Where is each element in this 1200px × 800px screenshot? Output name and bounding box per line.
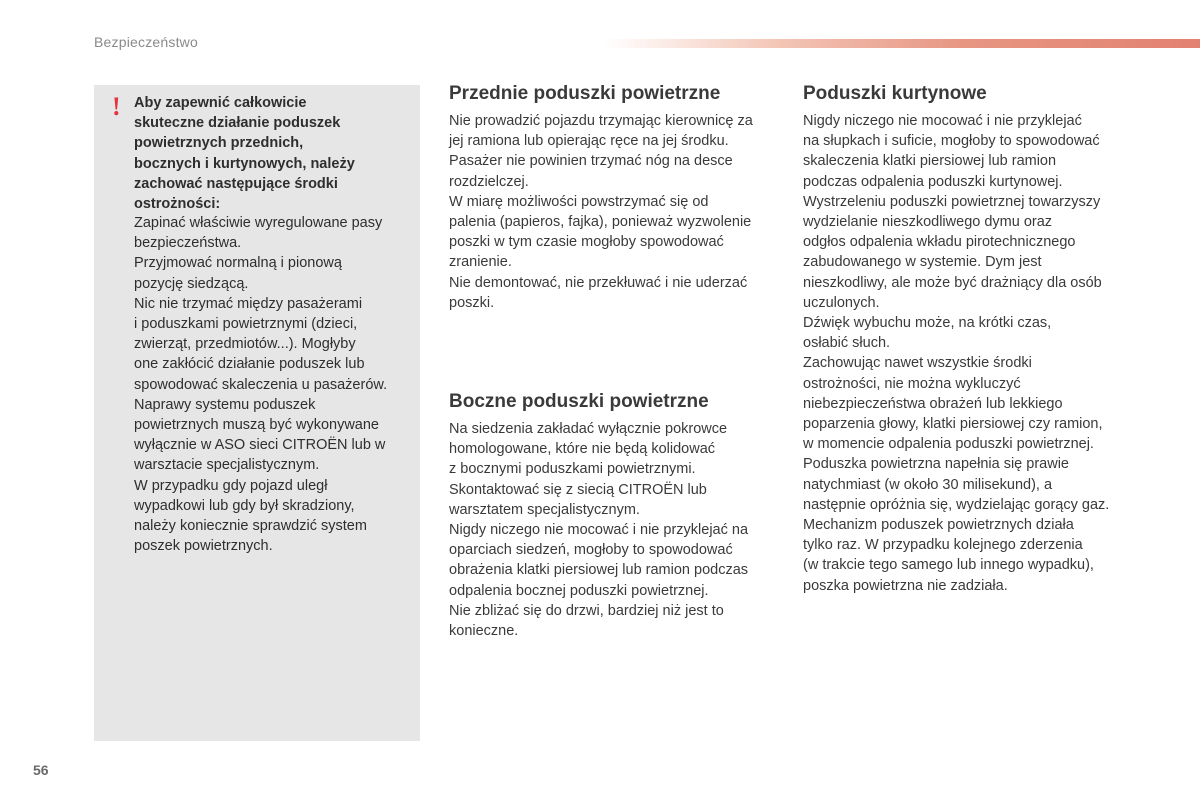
warning-paragraph: W przypadku gdy pojazd uległ wypadkowi lub gdy był skradziony, należy koniecznie sprawdzić system poszek powietrznych. — [134, 477, 367, 555]
side-airbags-paragraph: Skontaktować się z siecią CITROËN lub warsztatem specjalistycznym. — [449, 481, 707, 518]
side-airbags-body — [449, 419, 784, 641]
side-airbags-title: Boczne poduszki powietrzne — [449, 391, 709, 412]
front-airbags-body — [449, 111, 784, 313]
warning-paragraph: Zapinać właściwie wyregulowane pasy bezpieczeństwa. — [134, 215, 383, 252]
curtain-airbags-paragraph: Dźwięk wybuchu może, na krótki czas, osłabić słuch. — [803, 315, 1052, 352]
warning-heading: Aby zapewnić całkowicie skuteczne działanie poduszek powietrznych przednich, bocznych i kurtynowych, należy zachować następujące środki ostrożności: — [134, 95, 355, 213]
page-header-title: Bezpieczeństwo — [94, 34, 198, 50]
curtain-airbags-paragraph: Nigdy niczego nie mocować i nie przyklejać na słupkach i suficie, mogłoby to spowodować skaleczenia klatki piersiowej lub ramion podczas odpalenia poduszki kurtynowej. — [803, 113, 1100, 190]
page-number: 56 — [33, 762, 49, 778]
front-airbags-paragraph: W miarę możliwości powstrzymać się od palenia (papieros, fajka), ponieważ wyzwolenie poszki w tym czasie mogłoby spowodować zranienie. — [449, 193, 752, 271]
front-airbags-paragraph: Pasażer nie powinien trzymać nóg na desce rozdzielczej. — [449, 153, 733, 190]
warning-paragraph: Nic nie trzymać między pasażerami i poduszkami powietrznymi (dzieci, zwierząt, przedmiotów...). Mogłyby one zakłócić działanie poduszek lub spowodować skaleczenia u pasażerów. — [134, 295, 388, 393]
curtain-airbags-paragraph: Mechanizm poduszek powietrznych działa tylko raz. W przypadku kolejnego zderzenia (w trakcie tego samego lub innego wypadku), poszka powietrzna nie zadziała. — [803, 517, 1094, 594]
front-airbags-paragraph: Nie prowadzić pojazdu trzymając kierownicę za jej ramiona lub opierając ręce na jej środku. — [449, 113, 753, 150]
front-airbags-paragraph: Nie demontować, nie przekłuwać i nie uderzać poszki. — [449, 274, 748, 311]
warning-exclamation-icon: ! — [112, 92, 121, 121]
warning-body — [134, 213, 409, 556]
side-airbags-paragraph: Nigdy niczego nie mocować i nie przyklejać na oparciach siedzeń, mogłoby to spowodować obrażenia klatki piersiowej lub ramion podczas odpalenia bocznej poduszki powietrznej. — [449, 522, 749, 599]
curtain-airbags-paragraph: Zachowując nawet wszystkie środki ostrożności, nie można wykluczyć niebezpieczeństwa obrażeń lub lekkiego poparzenia głowy, klatki piersiowej czy ramion, w momencie odpalenia poduszki powietrznej. — [803, 355, 1103, 453]
curtain-airbags-paragraph: Wystrzeleniu poduszki powietrznej towarzyszy wydzielanie nieszkodliwego dymu oraz odgłos odpalenia wkładu pirotechnicznego zabudowanego w systemie. Dym jest nieszkodliwy, ale może być drażniący dla osób uczulonych. — [803, 193, 1102, 311]
header-accent-bar — [604, 39, 1200, 48]
side-airbags-paragraph: Nie zbliżać się do drzwi, bardziej niż jest to konieczne. — [449, 602, 724, 640]
front-airbags-title: Przednie poduszki powietrzne — [449, 83, 721, 104]
warning-paragraph: Przyjmować normalną i pionową pozycję siedzącą. — [134, 255, 342, 292]
curtain-airbags-body — [803, 111, 1153, 596]
side-airbags-paragraph: Na siedzenia zakładać wyłącznie pokrowce homologowane, które nie będą kolidować z bocznymi poduszkami powietrznymi. — [449, 421, 728, 478]
curtain-airbags-paragraph: Poduszka powietrzna napełnia się prawie natychmiast (w około 30 milisekund), a następnie opróżnia się, wydzielając gorący gaz. — [803, 456, 1110, 513]
warning-paragraph: Naprawy systemu poduszek powietrznych muszą być wykonywane wyłącznie w ASO sieci CITROËN lub w warsztacie specjalistycznym. — [134, 396, 386, 474]
curtain-airbags-title: Poduszki kurtynowe — [803, 83, 987, 104]
